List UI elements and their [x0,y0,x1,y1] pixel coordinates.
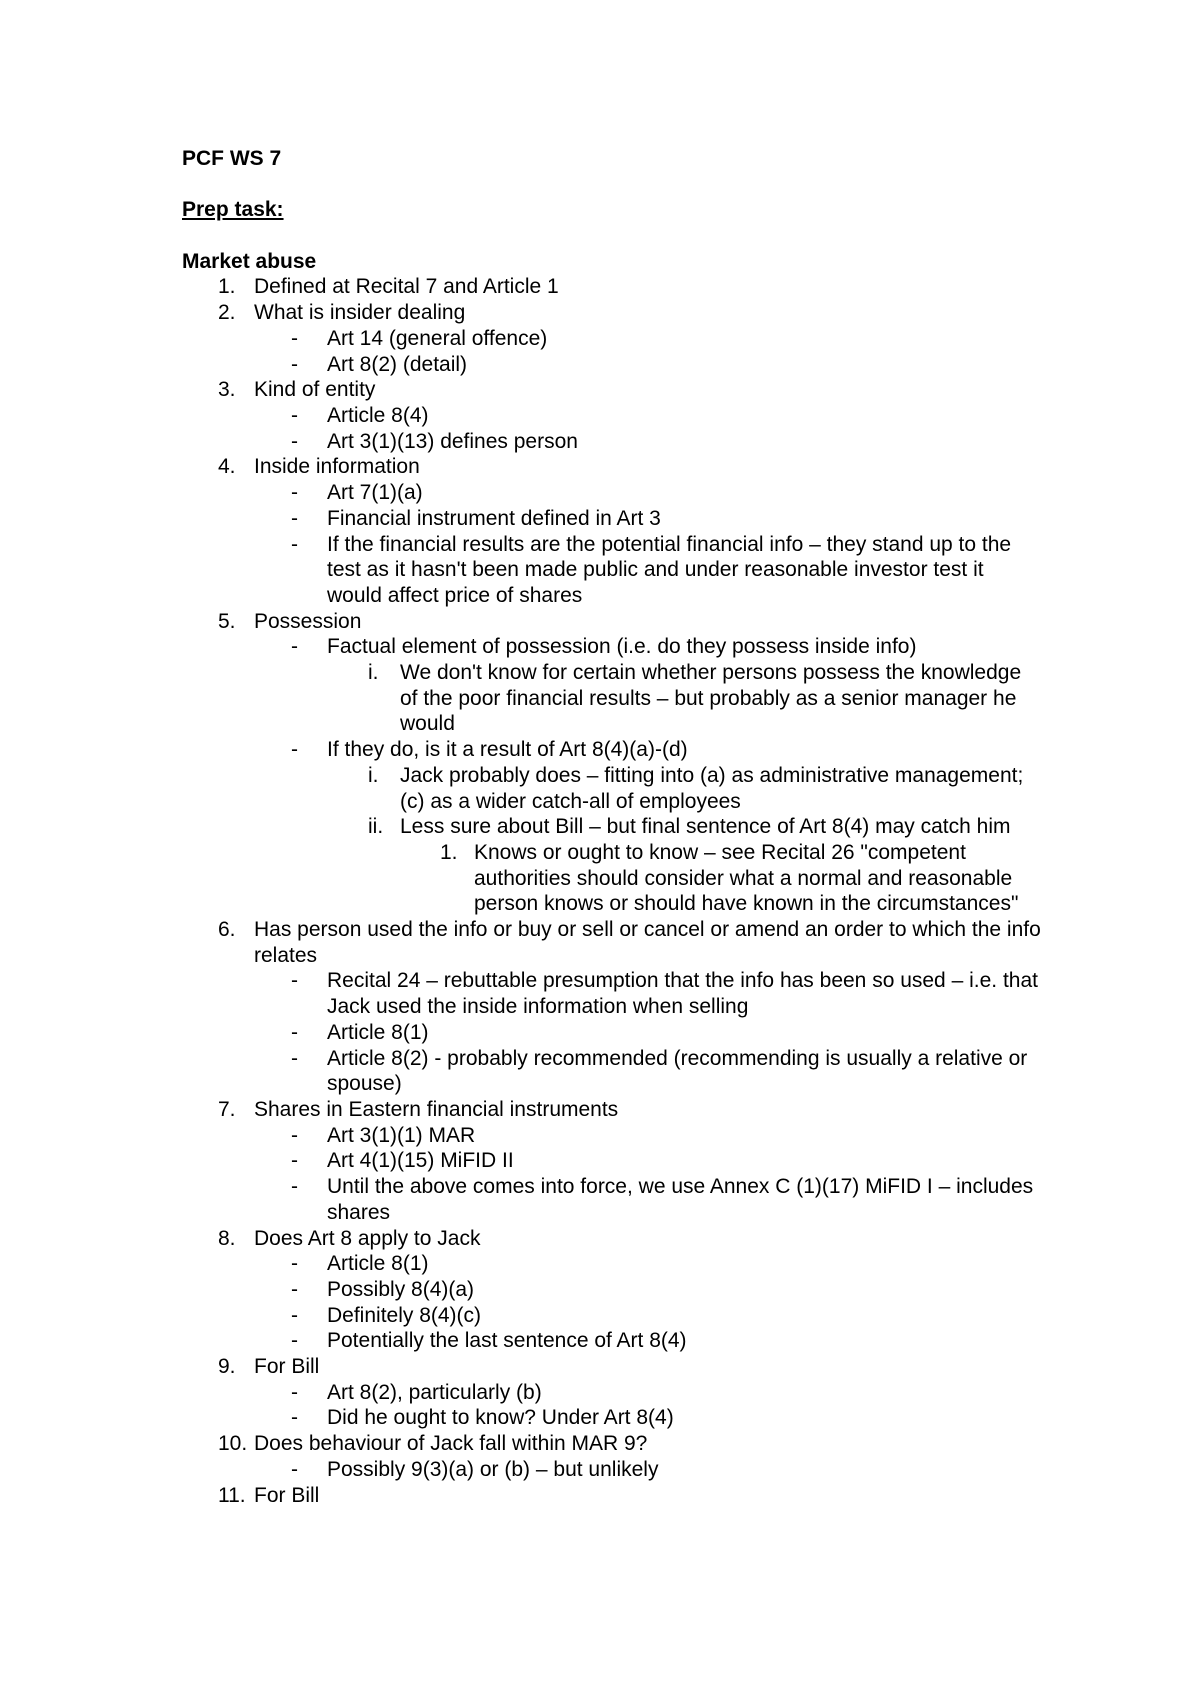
outline-item-text: Jack probably does – fitting into (a) as administrative management; (c) as a wider catch-all of employees [400,763,1024,813]
bullet-dash: - [291,1175,298,1199]
bullet-dash: - [291,429,298,453]
bullet-dash: - [291,1046,298,1070]
outline-item-text: Potentially the last sentence of Art 8(4) [327,1329,687,1353]
outline-item-level-2 [182,532,1042,609]
outline-item-text: Article 8(1) [327,1020,429,1044]
bullet-dash: - [291,1303,298,1327]
outline-item-level-2 [182,968,1042,1019]
outline-item-level-2 [182,1303,1042,1329]
bullet-dash: - [291,404,298,427]
outline-item-text: Less sure about Bill – but final sentence of Art 8(4) may catch him [400,815,1011,839]
list-number: 6. [218,918,236,942]
outline-item-text: What is insider dealing [254,301,466,325]
outline-item-text: For Bill [254,1355,320,1379]
outline-item-text: Financial instrument defined in Art 3 [327,506,661,530]
bullet-dash: - [291,1252,298,1276]
bullet-dash: - [291,1149,298,1173]
outline-item-level-3 [182,814,1042,840]
outline-item-text: For Bill [254,1483,320,1507]
outline-item-level-1 [182,300,1042,326]
outline-item-level-1 [182,1226,1042,1252]
outline-item-text: Does behaviour of Jack fall within MAR 9? [254,1432,648,1456]
outline-item-text: Article 8(4) [327,404,429,427]
list-number: 8. [218,1226,236,1250]
outline-item-level-1 [182,274,1042,300]
outline-item-text: Inside information [254,455,420,479]
outline-item-text: Art 8(2), particularly (b) [327,1380,542,1404]
outline-item-text: Definitely 8(4)(c) [327,1303,482,1327]
outline-item-level-2 [182,1277,1042,1303]
section-heading: Market abuse [182,249,317,273]
outline-item-text: Until the above comes into force, we use Annex C (1)(17) MiFID I – includes shares [327,1175,1034,1224]
bullet-dash: - [291,1380,298,1404]
outline-item-level-2 [182,737,1042,763]
outline-item-text: Shares in Eastern financial instruments [254,1097,619,1121]
document-page [182,146,1042,1508]
spacer [182,223,1042,249]
bullet-dash: - [291,352,298,376]
outline-item-level-2 [182,1046,1042,1097]
outline-item-level-2 [182,480,1042,506]
list-number: 5. [218,609,236,633]
outline-item-text: Article 8(1) [327,1252,429,1276]
outline-item-level-1 [182,1483,1042,1509]
list-number: 4. [218,455,236,479]
outline-item-text: Art 3(1)(1) MAR [327,1123,476,1147]
outline-item-text: If the financial results are the potential financial info – they stand up to the test as it hasn't been made public and under reasonable investor test it would affect price of shares [327,532,1012,607]
outline-item-text: Possibly 9(3)(a) or (b) – but unlikely [327,1457,659,1481]
outline-item-level-1 [182,454,1042,480]
bullet-dash: - [291,506,298,530]
outline-item-level-1 [182,1431,1042,1457]
list-number: i. [368,763,379,787]
outline-item-level-4 [182,840,1042,917]
outline-item-text: Did he ought to know? Under Art 8(4) [327,1406,674,1430]
outline-item-level-2 [182,1174,1042,1225]
list-number: ii. [368,815,384,839]
outline-item-level-2 [182,1148,1042,1174]
outline-item-level-2 [182,634,1042,660]
outline-item-level-2 [182,1328,1042,1354]
list-number: 2. [218,301,236,325]
list-number: i. [368,661,379,685]
outline-item-level-2 [182,1251,1042,1277]
list-number: 11. [218,1483,246,1507]
bullet-dash: - [291,326,298,350]
outline-item-level-3 [182,763,1042,814]
outline-item-text: Art 7(1)(a) [327,481,423,505]
outline-item-text: Kind of entity [254,378,376,402]
outline-list [182,274,1042,1508]
spacer [182,172,1042,198]
bullet-dash: - [291,1020,298,1044]
bullet-dash: - [291,635,298,659]
outline-item-level-3 [182,660,1042,737]
outline-item-text: Has person used the info or buy or sell or cancel or amend an order to which the info relates [254,918,1041,967]
bullet-dash: - [291,1457,298,1481]
outline-item-level-1 [182,1354,1042,1380]
list-number: 1. [218,275,236,299]
outline-item-text: Art 14 (general offence) [327,326,548,350]
outline-item-text: Art 4(1)(15) MiFID II [327,1149,514,1173]
outline-item-level-2 [182,1123,1042,1149]
outline-item-text: Art 8(2) (detail) [327,352,468,376]
outline-item-level-2 [182,1380,1042,1406]
bullet-dash: - [291,1329,298,1353]
bullet-dash: - [291,481,298,505]
list-number: 1. [440,840,458,864]
list-number: 10. [218,1432,248,1456]
document-title: PCF WS 7 [182,147,282,170]
bullet-dash: - [291,969,298,993]
outline-item-level-2 [182,403,1042,429]
outline-item-text: Recital 24 – rebuttable presumption that the info has been so used – i.e. that Jack used the inside information when selling [327,969,1038,1019]
outline-item-level-2 [182,1457,1042,1483]
outline-item-text: Does Art 8 apply to Jack [254,1226,481,1250]
outline-item-text: If they do, is it a result of Art 8(4)(a)-(d) [327,738,688,762]
outline-item-text: Article 8(2) - probably recommended (recommending is usually a relative or spouse) [327,1046,1028,1096]
outline-item-text: Defined at Recital 7 and Article 1 [254,275,559,299]
outline-item-level-2 [182,429,1042,455]
list-number: 7. [218,1097,236,1121]
outline-item-level-1 [182,609,1042,635]
bullet-dash: - [291,532,298,556]
bullet-dash: - [291,1406,298,1430]
bullet-dash: - [291,738,298,762]
outline-item-level-2 [182,506,1042,532]
outline-item-level-2 [182,326,1042,352]
outline-item-level-2 [182,1405,1042,1431]
outline-item-level-1 [182,1097,1042,1123]
list-number: 3. [218,378,236,402]
outline-item-level-2 [182,1020,1042,1046]
prep-task-heading: Prep task: [182,198,284,222]
list-number: 9. [218,1355,236,1379]
bullet-dash: - [291,1123,298,1147]
outline-item-text: We don't know for certain whether persons possess the knowledge of the poor financial results – but probably as a senior manager he would [400,661,1022,736]
outline-item-level-1 [182,917,1042,968]
outline-item-text: Art 3(1)(13) defines person [327,429,578,453]
outline-item-level-2 [182,352,1042,378]
outline-item-text: Knows or ought to know – see Recital 26 "competent authorities should consider what a normal and reasonable person knows or should have known in the circumstances" [474,840,1019,916]
bullet-dash: - [291,1277,298,1301]
outline-item-text: Possibly 8(4)(a) [327,1277,475,1301]
outline-item-level-1 [182,377,1042,403]
outline-item-text: Possession [254,609,362,633]
outline-item-text: Factual element of possession (i.e. do they possess inside info) [327,635,917,659]
